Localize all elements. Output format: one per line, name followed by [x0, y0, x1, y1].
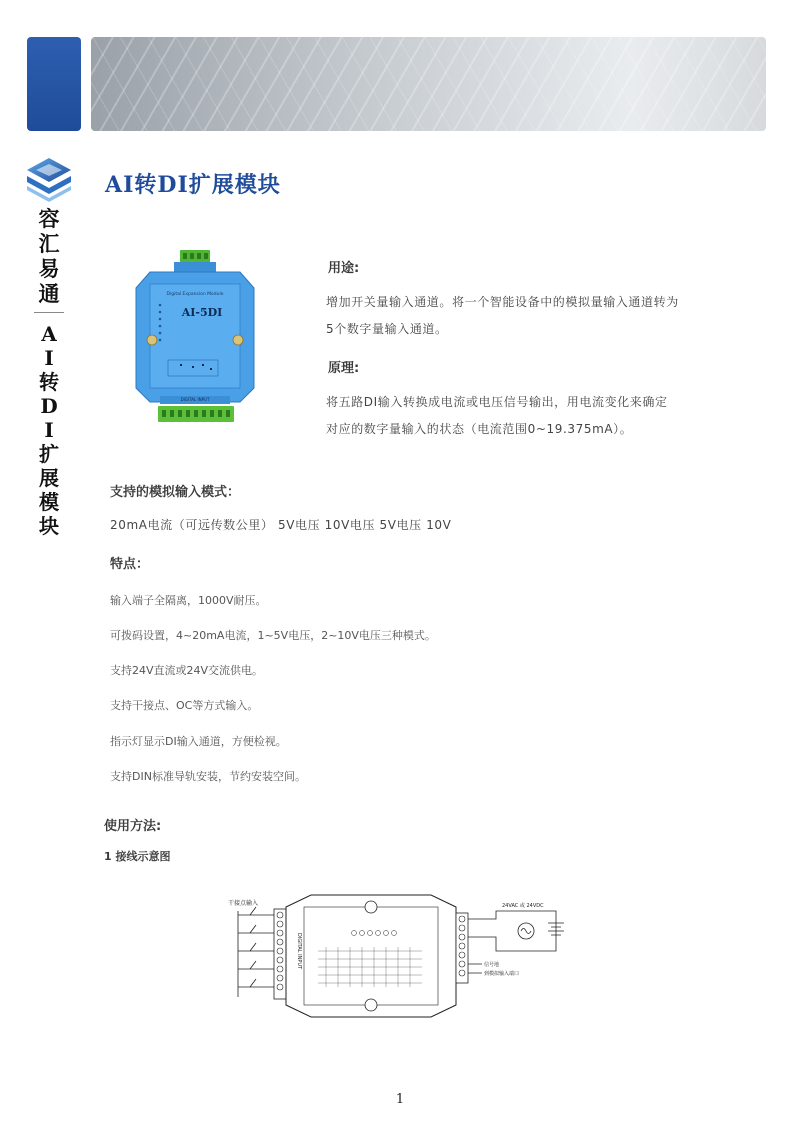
brand-char: 容: [38, 206, 60, 231]
side-title-char: 模: [39, 490, 59, 514]
feature-item: 支持干接点、OC等方式输入。: [110, 699, 259, 712]
header-banner: [91, 37, 766, 131]
diagram-center-label: DIGITAL INPUT: [296, 933, 302, 970]
usage-method-heading: 使用方法:: [104, 819, 162, 834]
brand-char: 汇: [38, 231, 60, 256]
brand-char: 通: [38, 281, 60, 306]
product-bottom-label: DIGITAL INPUT: [180, 397, 210, 402]
side-title-char: I: [44, 418, 54, 442]
feature-item: 输入端子全隔离，1000V耐压。: [110, 594, 267, 607]
side-title-char: 扩: [39, 442, 59, 466]
modes-text: 20mA电流（可远传数公里） 5V电压 10V电压 5V电压 10V: [110, 518, 452, 532]
principle-line: 将五路DI输入转换成电流或电压信号输出，用电流变化来确定: [326, 395, 668, 409]
usage-line: 5个数字量输入通道。: [326, 322, 448, 336]
brand-char: 易: [38, 256, 60, 281]
feature-item: 支持DIN标准导轨安装，节约安装空间。: [110, 770, 306, 783]
product-model-label: AI-5DI: [181, 306, 223, 319]
principle-line: 对应的数字量输入的状态（电流范围0~19.375mA）。: [326, 422, 633, 436]
page-title: AI转DI扩展模块: [105, 172, 281, 198]
side-title-char: A: [41, 322, 57, 346]
feature-item: 支持24V直流或24V交流供电。: [110, 664, 264, 677]
side-title: [38, 322, 60, 538]
company-logo-icon: [24, 156, 74, 204]
diagram-analog-input-label: 到模拟输入端口: [484, 971, 520, 977]
features-heading: 特点：: [110, 557, 150, 572]
usage-heading: 用途:: [328, 261, 360, 276]
side-title-char: 块: [39, 514, 59, 538]
wiring-diagram-heading: 1 接线示意图: [104, 850, 171, 863]
product-image: [130, 248, 260, 426]
diagram-power-label: 24VAC 或 24VDC: [502, 903, 544, 909]
side-title-char: D: [40, 394, 58, 418]
side-title-char: 转: [39, 370, 59, 394]
principle-heading: 原理:: [328, 361, 360, 376]
header-blue-block: [27, 37, 81, 131]
diagram-left-label: 干接点输入: [228, 900, 259, 907]
brand-name: [38, 206, 60, 306]
feature-item: 指示灯显示DI输入通道，方便检视。: [110, 735, 287, 748]
product-module-label: Digital Expansion Module: [166, 292, 224, 297]
modes-heading: 支持的模拟输入模式：: [110, 485, 241, 500]
brand-separator: [34, 312, 64, 313]
feature-item: 可拨码设置，4~20mA电流，1~5V电压，2~10V电压三种模式。: [110, 629, 436, 642]
diagram-ground-label: 信号地: [484, 962, 500, 968]
page-number: 1: [395, 1092, 405, 1107]
side-title-char: 展: [39, 466, 59, 490]
side-title-char: I: [44, 346, 54, 370]
wiring-diagram: [226, 893, 576, 1023]
usage-line: 增加开关量输入通道。将一个智能设备中的模拟量输入通道转为: [326, 295, 679, 309]
